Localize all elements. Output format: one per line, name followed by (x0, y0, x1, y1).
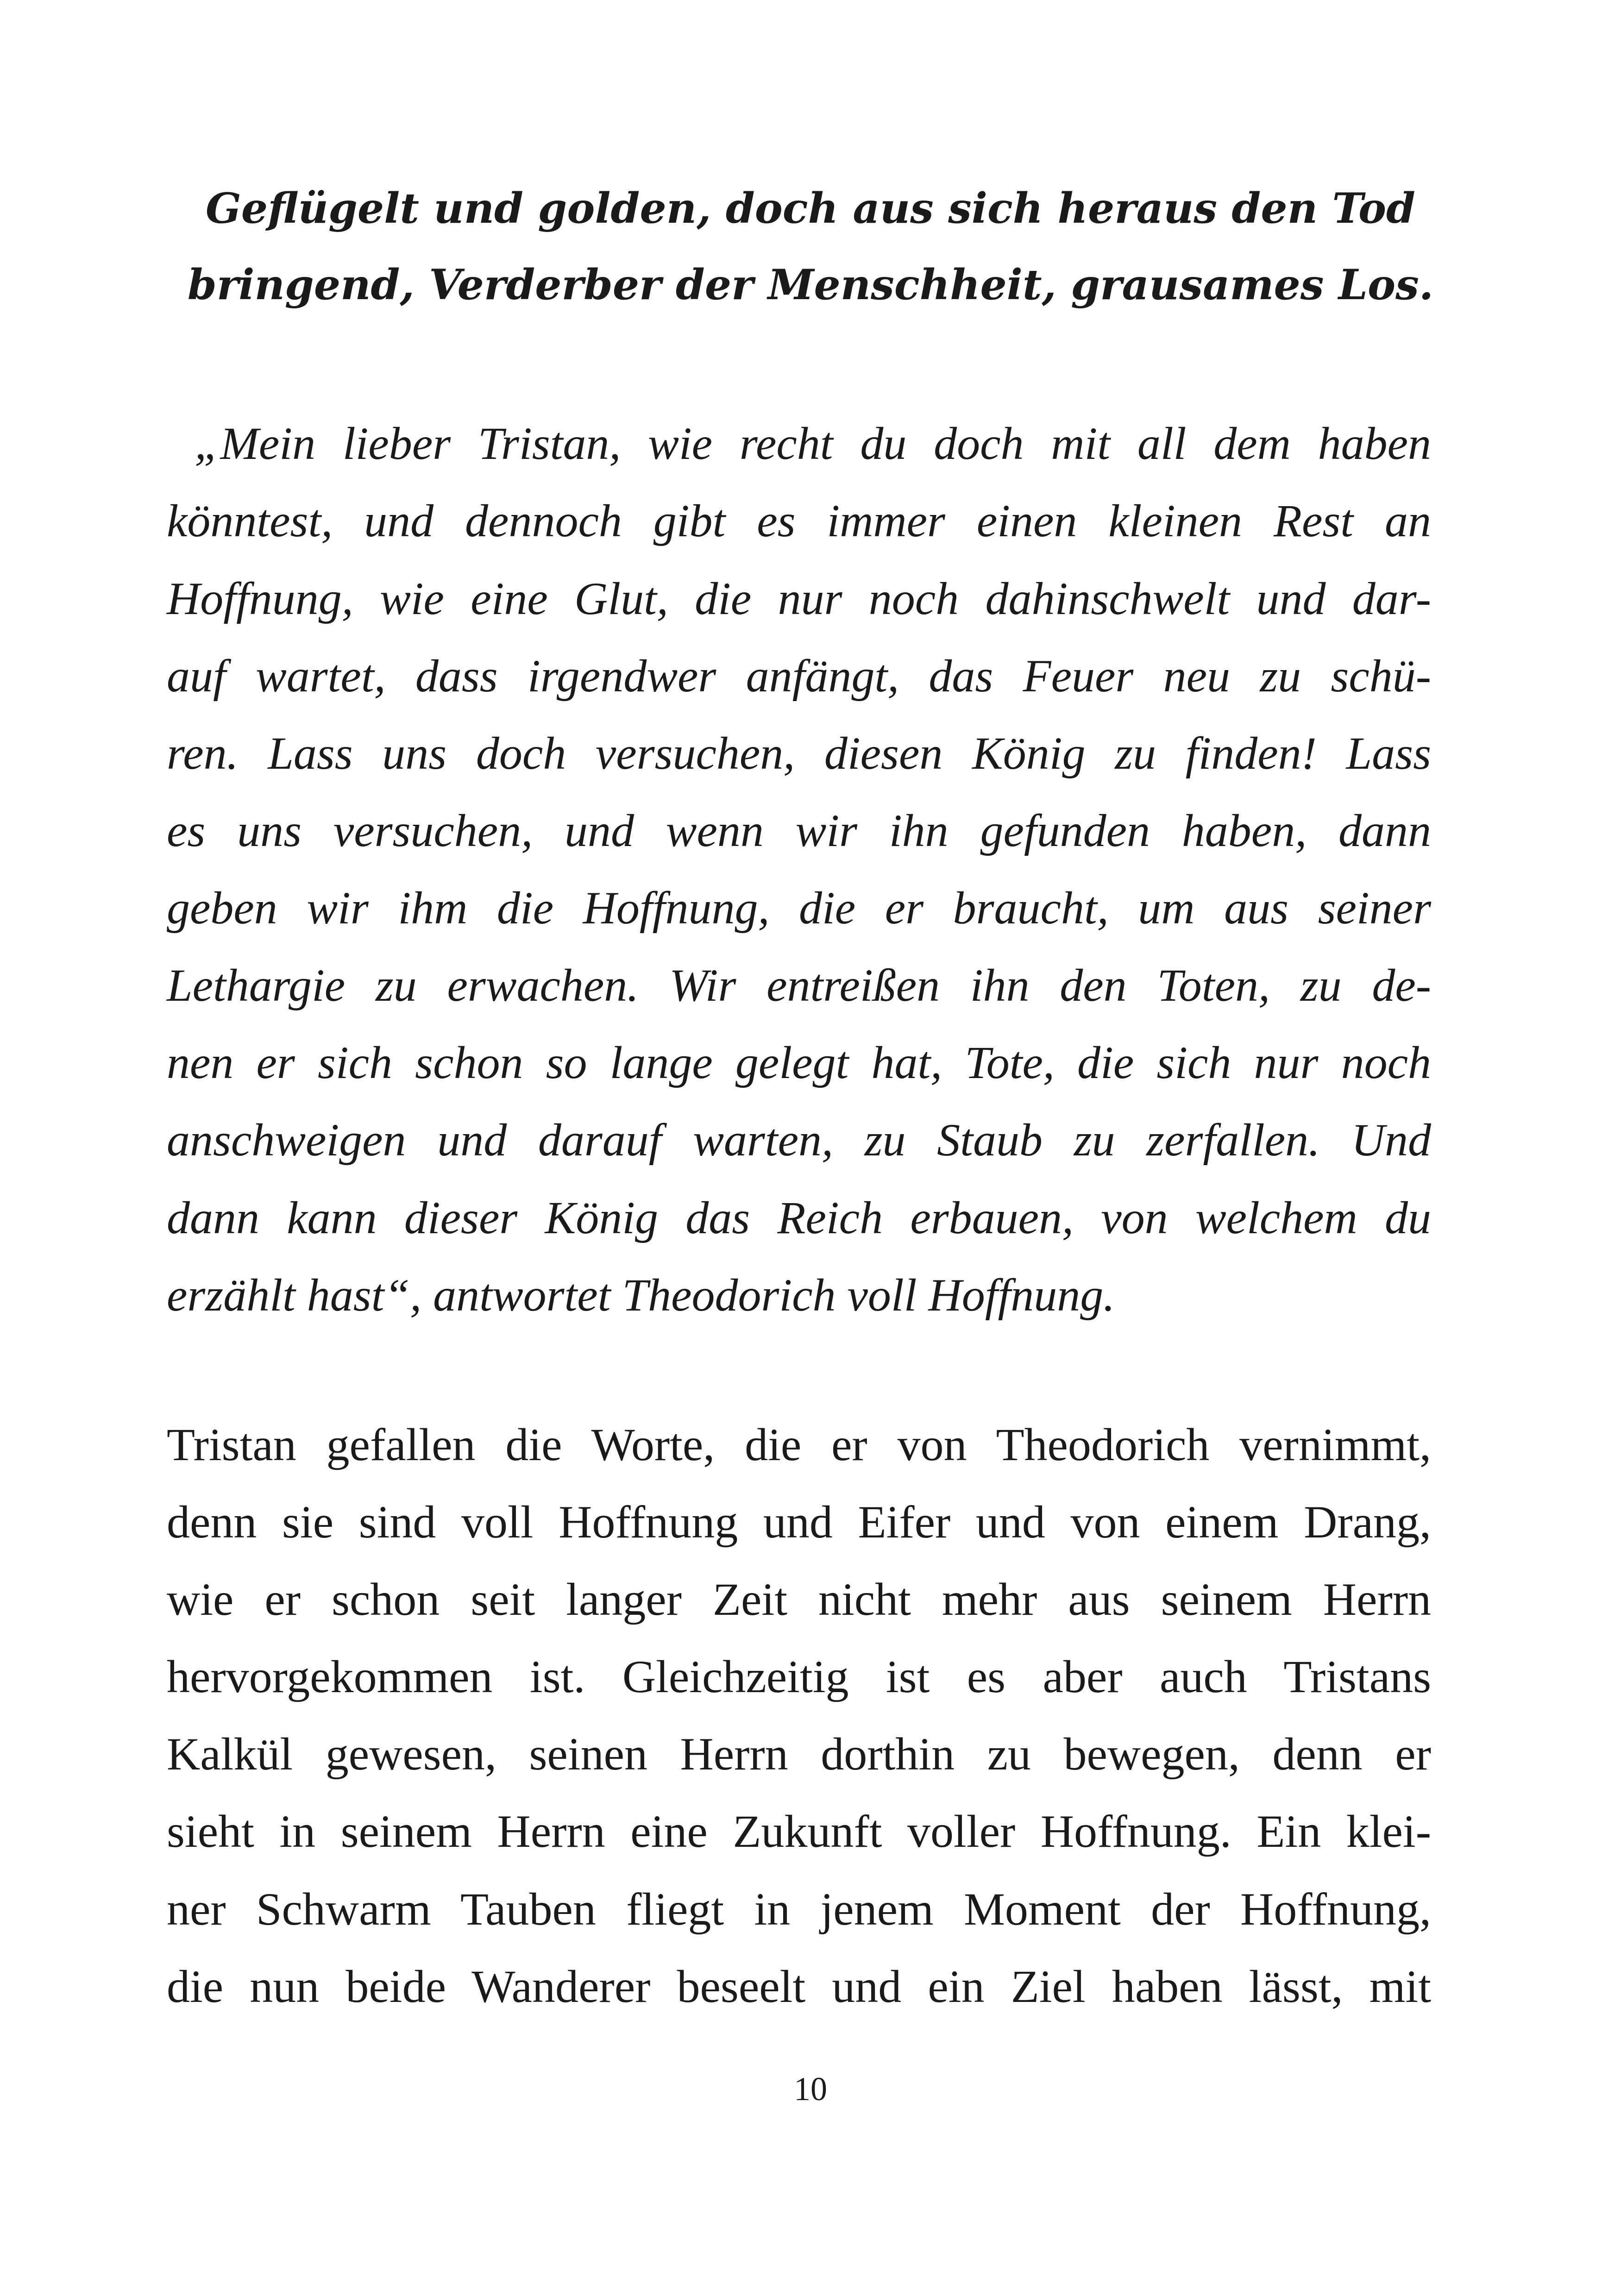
quote-line: „Mein lieber Tristan, wie recht du doch mit all dem haben (195, 418, 1431, 469)
body-line: sieht in seinem Herrn eine Zukunft voller Hoffnung. Ein klei- (167, 1806, 1431, 1857)
quote-line: geben wir ihm die Hoffnung, die er braucht, um aus seiner (167, 882, 1431, 934)
quote-line: könntest, und dennoch gibt es immer einen kleinen Rest an (167, 495, 1431, 546)
body-line: denn sie sind voll Hoffnung und Eifer und von einem Drang, (167, 1496, 1431, 1548)
quote-line: nen er sich schon so lange gelegt hat, Tote, die sich nur noch (167, 1037, 1431, 1088)
quote-line: ren. Lass uns doch versuchen, diesen König zu finden! Lass (167, 728, 1431, 779)
body-line: Tristan gefallen die Worte, die er von Theodorich vernimmt, (167, 1419, 1431, 1470)
quote-line: anschweigen und darauf warten, zu Staub zu zerfallen. Und (167, 1114, 1431, 1166)
quote-line: erzählt hast“, antwortet Theodorich voll Hoffnung. (167, 1269, 1115, 1321)
quote-line: es uns versuchen, und wenn wir ihn gefunden haben, dann (167, 805, 1431, 856)
body-line: hervorgekommen ist. Gleichzeitig ist es aber auch Tristans (167, 1651, 1431, 1702)
quote-line: Lethargie zu erwachen. Wir entreißen ihn den Toten, zu de- (167, 960, 1431, 1011)
body-line: Kalkül gewesen, seinen Herrn dorthin zu bewegen, denn er (167, 1728, 1431, 1780)
body-line: die nun beide Wanderer beseelt und ein Ziel haben lässt, mit (167, 1961, 1431, 2012)
body-line: ner Schwarm Tauben fliegt in jenem Moment der Hoffnung, (167, 1883, 1431, 1935)
body-line: wie er schon seit langer Zeit nicht mehr aus seinem Herrn (167, 1574, 1431, 1625)
quote-line: Hoffnung, wie eine Glut, die nur noch dahinschwelt und dar- (167, 573, 1431, 624)
epigraph-line: Geflügelt und golden, doch aus sich heraus den Tod (206, 184, 1415, 233)
quote-line: dann kann dieser König das Reich erbauen, von welchem du (167, 1192, 1431, 1243)
epigraph-line: bringend, Verderber der Menschheit, grausames Los. (187, 260, 1434, 309)
page-number: 10 (794, 2070, 827, 2108)
quote-line: auf wartet, dass irgendwer anfängt, das Feuer neu zu schü- (167, 650, 1431, 702)
